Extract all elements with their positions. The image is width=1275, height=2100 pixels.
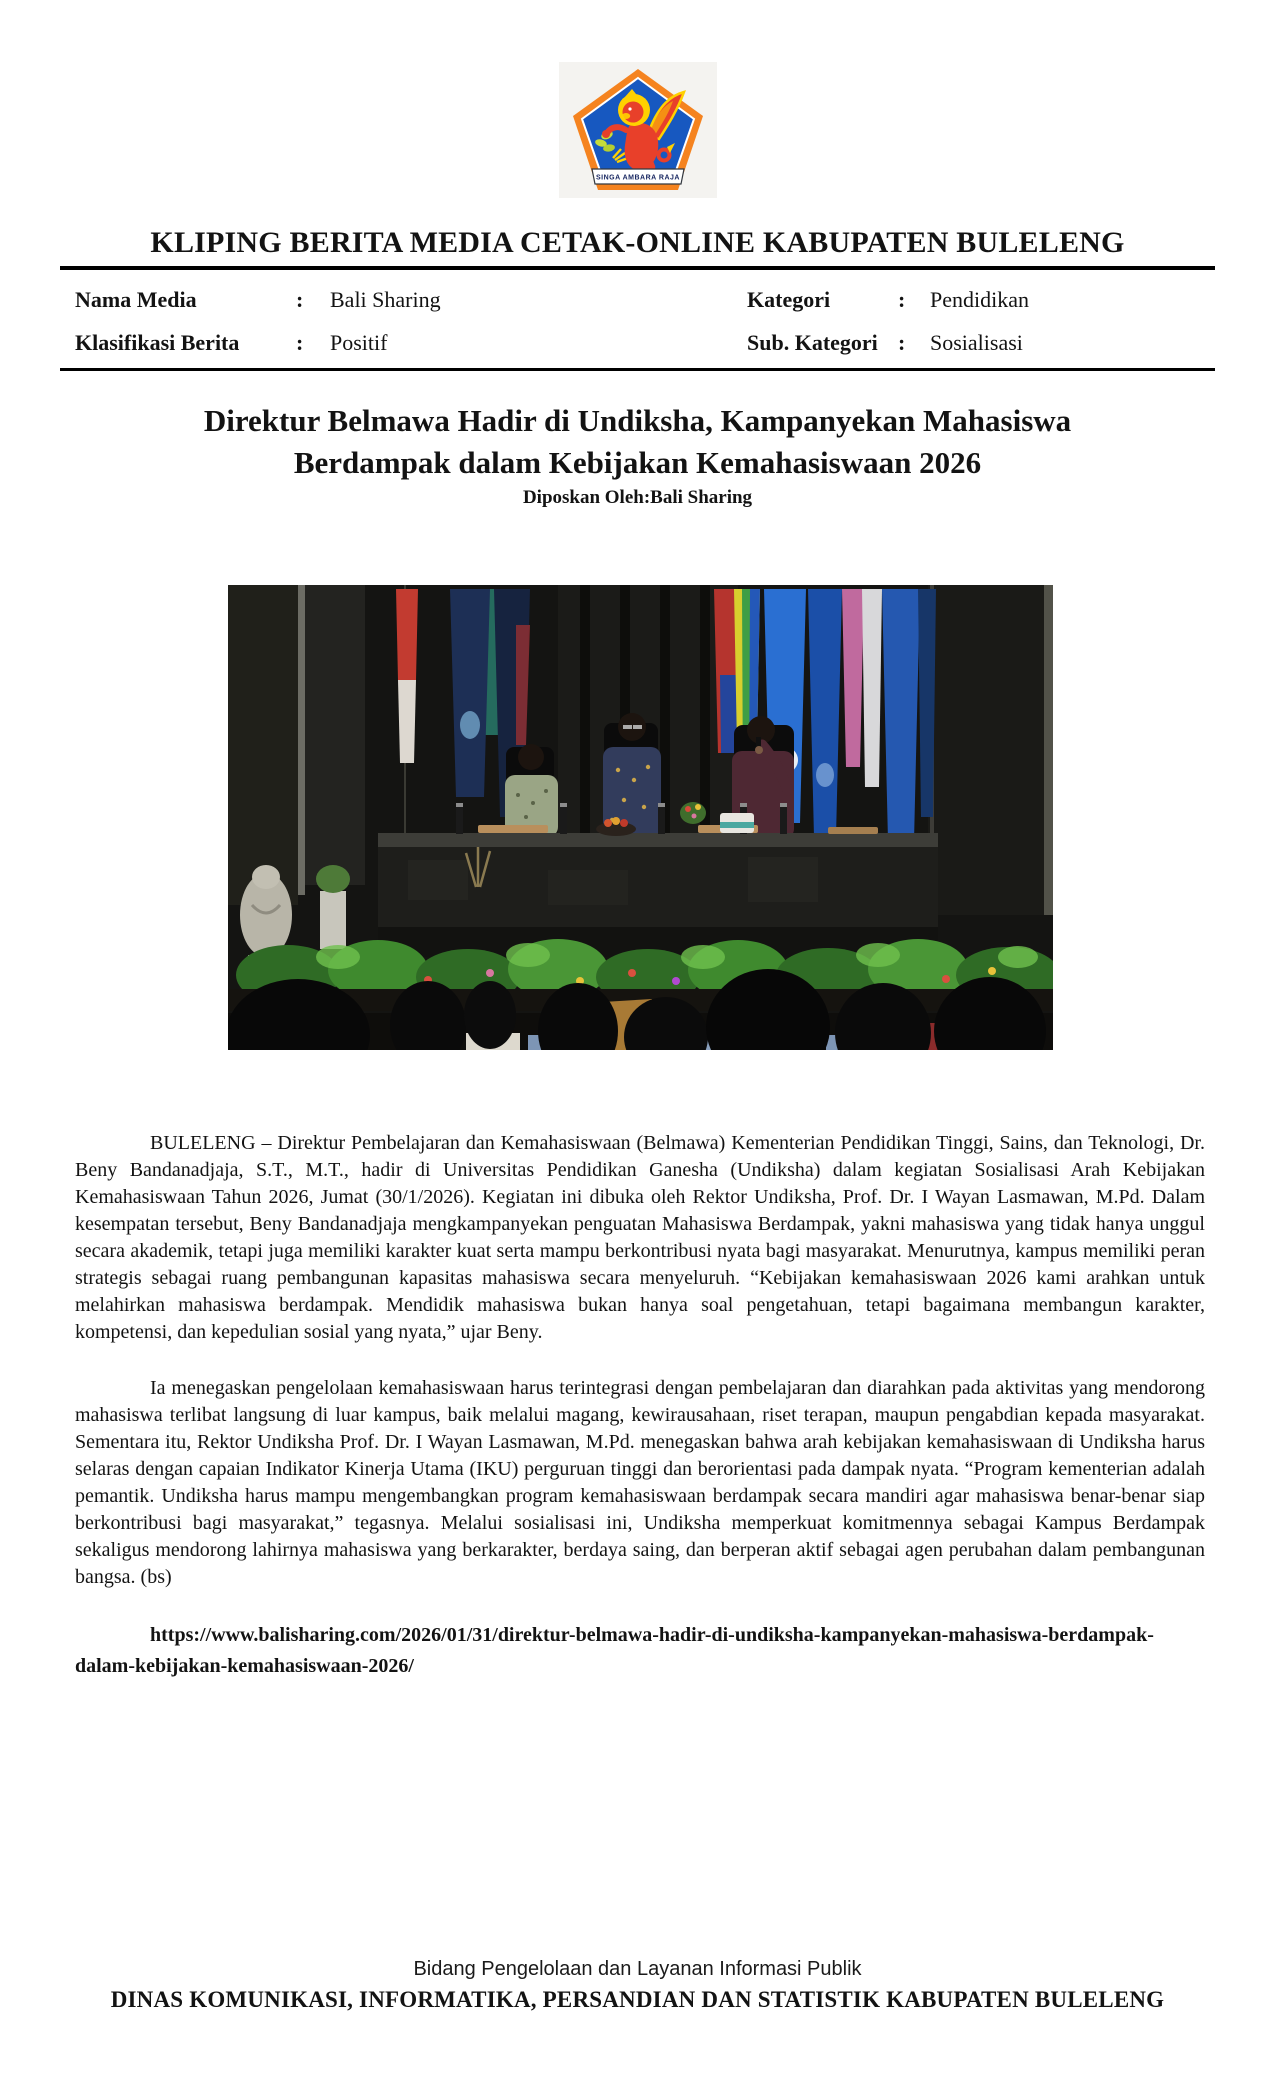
article-body: [75, 1130, 1205, 1682]
article-byline: Diposkan Oleh:Bali Sharing: [522, 487, 753, 508]
nama-media-label: Nama Media: [75, 287, 197, 312]
article-paragraph-1: BULELENG – Direktur Pembelajaran dan Kemahasiswaan (Belmawa) Kementerian Pendidikan Tinggi, Sains, dan Teknologi, Dr. Beny Bandanadjaja, S.T., M.T., hadir di Universitas Pendidikan Ganesha (Undiksha) dalam kegiatan Sosialisasi Arah Kebijakan Kemahasiswaan Tahun 2026, Jumat (30/1/2026). Kegiatan ini dibuka oleh Rektor Undiksha, Prof. Dr. I Wayan Lasmawan, M.Pd. Dalam kesempatan tersebut, Beny Bandanadjaja mengkampanyekan penguatan Mahasiswa Berdampak, yakni mahasiswa yang tidak hanya unggul secara akademik, tetapi juga memiliki karakter kuat serta mampu berkontribusi nyata bagi masyarakat. Menurutnya, kampus memiliki peran strategis sebagai ruang pembangunan kapasitas mahasiswa secara menyeluruh. “Kebijakan kemahasiswaan 2026 kami arahkan untuk melahirkan mahasiswa berdampak. Mendidik mahasiswa bukan hanya soal pengetahuan, tetapi bagaimana membangun karakter, kompetensi, dan kepedulian sosial yang nyata,” ujar Beny.: [75, 1132, 1205, 1343]
article-title: Direktur Belmawa Hadir di Undiksha, Kampanyekan Mahasiswa Berdampak dalam Kebijakan Kemahasiswaan 2026: [203, 403, 1072, 480]
kategori-colon: :: [898, 287, 906, 312]
kategori-value: Pendidikan: [930, 287, 1029, 312]
buleleng-crest-logo: [559, 62, 717, 198]
buleleng-crest-icon: [563, 63, 713, 197]
nama-media-value: Bali Sharing: [330, 287, 441, 312]
klasifikasi-value: Positif: [330, 330, 388, 355]
page-footer: [0, 1958, 1275, 2013]
footer-agency: DINAS KOMUNIKASI, INFORMATIKA, PERSANDIAN DAN STATISTIK KABUPATEN BULELENG: [110, 1987, 1165, 2012]
klasifikasi-label: Klasifikasi Berita: [75, 330, 240, 355]
logo-banner-text: SINGA AMBARA RAJA: [595, 174, 680, 182]
sub-kategori-label: Sub. Kategori: [747, 330, 878, 355]
meta-row-2: [0, 330, 1275, 360]
sub-kategori-colon: :: [898, 330, 906, 355]
sub-kategori-value: Sosialisasi: [930, 330, 1023, 355]
document-title: KLIPING BERITA MEDIA CETAK-ONLINE KABUPATEN BULELENG: [150, 226, 1125, 259]
klasifikasi-colon: :: [296, 330, 304, 355]
article-source-url: https://www.balisharing.com/2026/01/31/direktur-belmawa-hadir-di-undiksha-kampanyekan-mahasiswa-berdampak-dalam-kebijakan-kemahasiswaan-2026/: [75, 1624, 1154, 1677]
article-paragraph-2: Ia menegaskan pengelolaan kemahasiswaan harus terintegrasi dengan pembelajaran dan diarahkan pada aktivitas yang mendorong mahasiswa terlibat langsung di luar kampus, baik melalui magang, kewirausahaan, riset terapan, maupun pengabdian kepada masyarakat. Sementara itu, Rektor Undiksha Prof. Dr. I Wayan Lasmawan, M.Pd. menegaskan bahwa arah kebijakan kemahasiswaan di Undiksha harus selaras dengan capaian Indikator Kinerja Utama (IKU) perguruan tinggi dan berorientasi pada dampak nyata. “Program kementerian adalah pemantik. Undiksha harus mampu mengembangkan program kemahasiswaan berdampak secara mandiri agar mahasiswa benar-benar siap berkontribusi bagi masyarakat,” tegasnya. Melalui sosialisasi ini, Undiksha memperkuat komitmennya sebagai Kampus Berdampak sekaligus mendorong lahirnya mahasiswa yang berkarakter, berdaya saing, dan berperan aktif sebagai agen perubahan dalam pembangunan bangsa. (bs): [75, 1377, 1205, 1588]
kategori-label: Kategori: [747, 287, 831, 312]
nama-media-colon: :: [296, 287, 304, 312]
meta-divider-rule: [60, 368, 1215, 371]
footer-department: Bidang Pengelolaan dan Layanan Informasi Publik: [413, 1958, 862, 1980]
header-divider-rule: [60, 266, 1215, 270]
meta-row-1: [0, 287, 1275, 317]
article-photo: [228, 585, 1053, 1050]
